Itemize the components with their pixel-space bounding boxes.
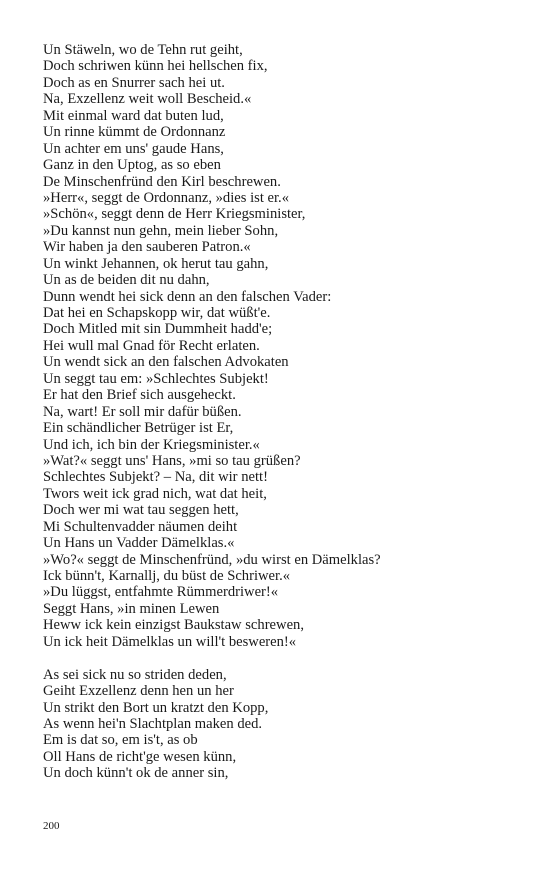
verse-line: Un achter em uns' gaude Hans,	[43, 140, 224, 157]
verse-line: Geiht Exzellenz denn hen un her	[43, 683, 234, 700]
verse-line: Doch schriwen künn hei hellschen fix,	[43, 58, 268, 75]
verse-line: »Du lüggst, entfahmte Rümmerdriwer!«	[43, 584, 279, 601]
verse-line: As wenn hei'n Slachtplan maken ded.	[43, 715, 263, 732]
verse-line: Na, Exzellenz weit woll Bescheid.«	[43, 91, 252, 108]
verse-line: Mi Schultenvadder näumen deiht	[43, 518, 238, 535]
verse-line: Doch Mitled mit sin Dummheit hadd'e;	[43, 321, 273, 338]
verse-line: As sei sick nu so striden deden,	[43, 666, 227, 683]
verse-line: Un rinne kümmt de Ordonnanz	[43, 124, 226, 141]
verse-line: Em is dat so, em is't, as ob	[43, 732, 198, 749]
verse-line: De Minschenfründ den Kirl beschrewen.	[43, 173, 281, 190]
verse-line: Ganz in den Uptog, as so eben	[43, 157, 221, 174]
verse-line: Heww ick kein einzigst Baukstaw schrewen,	[43, 617, 304, 634]
verse-line: Ick bünn't, Karnallj, du büst de Schriwer.«	[43, 568, 291, 584]
verse-line: »Herr«, seggt de Ordonnanz, »dies ist er.«	[43, 189, 290, 206]
poem-text	[43, 42, 523, 782]
verse-line: »Wat?« seggt uns' Hans, »mi so tau grüßen?	[43, 452, 301, 469]
verse-line: Un seggt tau em: »Schlechtes Subjekt!	[43, 370, 269, 387]
verse-line: »Du kannst nun gehn, mein lieber Sohn,	[43, 222, 279, 239]
verse-line: Seggt Hans, »in minen Lewen	[43, 600, 220, 617]
verse-line: Ein schändlicher Betrüger ist Er,	[43, 420, 234, 437]
verse-line: Schlechtes Subjekt? – Na, dit wir nett!	[43, 469, 268, 486]
verse-line: Doch as en Snurrer sach hei ut.	[43, 74, 225, 91]
verse-line: »Schön«, seggt denn de Herr Kriegsminister,	[43, 206, 306, 223]
verse-line: Un as de beiden dit nu dahn,	[43, 272, 210, 289]
verse-line: Mit einmal ward dat buten lud,	[43, 107, 224, 124]
verse-line: Wir haben ja den sauberen Patron.«	[43, 239, 251, 256]
verse-line: Er hat den Brief sich ausgeheckt.	[43, 387, 236, 404]
verse-line: Un winkt Jehannen, ok herut tau gahn,	[43, 255, 269, 272]
verse-line: Un doch künn't ok de anner sin,	[43, 765, 229, 782]
verse-line: Hei wull mal Gnad för Recht erlaten.	[43, 337, 260, 354]
verse-line: Un wendt sick an den falschen Advokaten	[43, 354, 289, 371]
verse-line: Na, wart! Er soll mir dafür büßen.	[43, 403, 242, 420]
stanza-break	[43, 650, 523, 666]
verse-line: »Wo?« seggt de Minschenfründ, »du wirst en Dämelklas?	[43, 551, 381, 568]
verse-line: Doch wer mi wat tau seggen hett,	[43, 502, 239, 519]
verse-line: Und ich, ich bin der Kriegsminister.«	[43, 436, 260, 453]
verse-line: Un Stäweln, wo de Tehn rut geiht,	[43, 42, 243, 58]
verse-line: Dat hei en Schapskopp wir, dat wüßt'e.	[43, 305, 271, 321]
verse-line: Un Hans un Vadder Dämelklas.«	[43, 535, 235, 552]
page-number: 200	[43, 820, 60, 832]
verse-line: Oll Hans de richt'ge wesen künn,	[43, 748, 237, 765]
verse-line: Un ick heit Dämelklas un will't besweren!«	[43, 633, 297, 650]
verse-line: Un strikt den Bort un kratzt den Kopp,	[43, 699, 269, 716]
verse-line: Dunn wendt hei sick denn an den falschen Vader:	[43, 288, 332, 305]
verse-line: Twors weit ick grad nich, wat dat heit,	[43, 485, 267, 502]
